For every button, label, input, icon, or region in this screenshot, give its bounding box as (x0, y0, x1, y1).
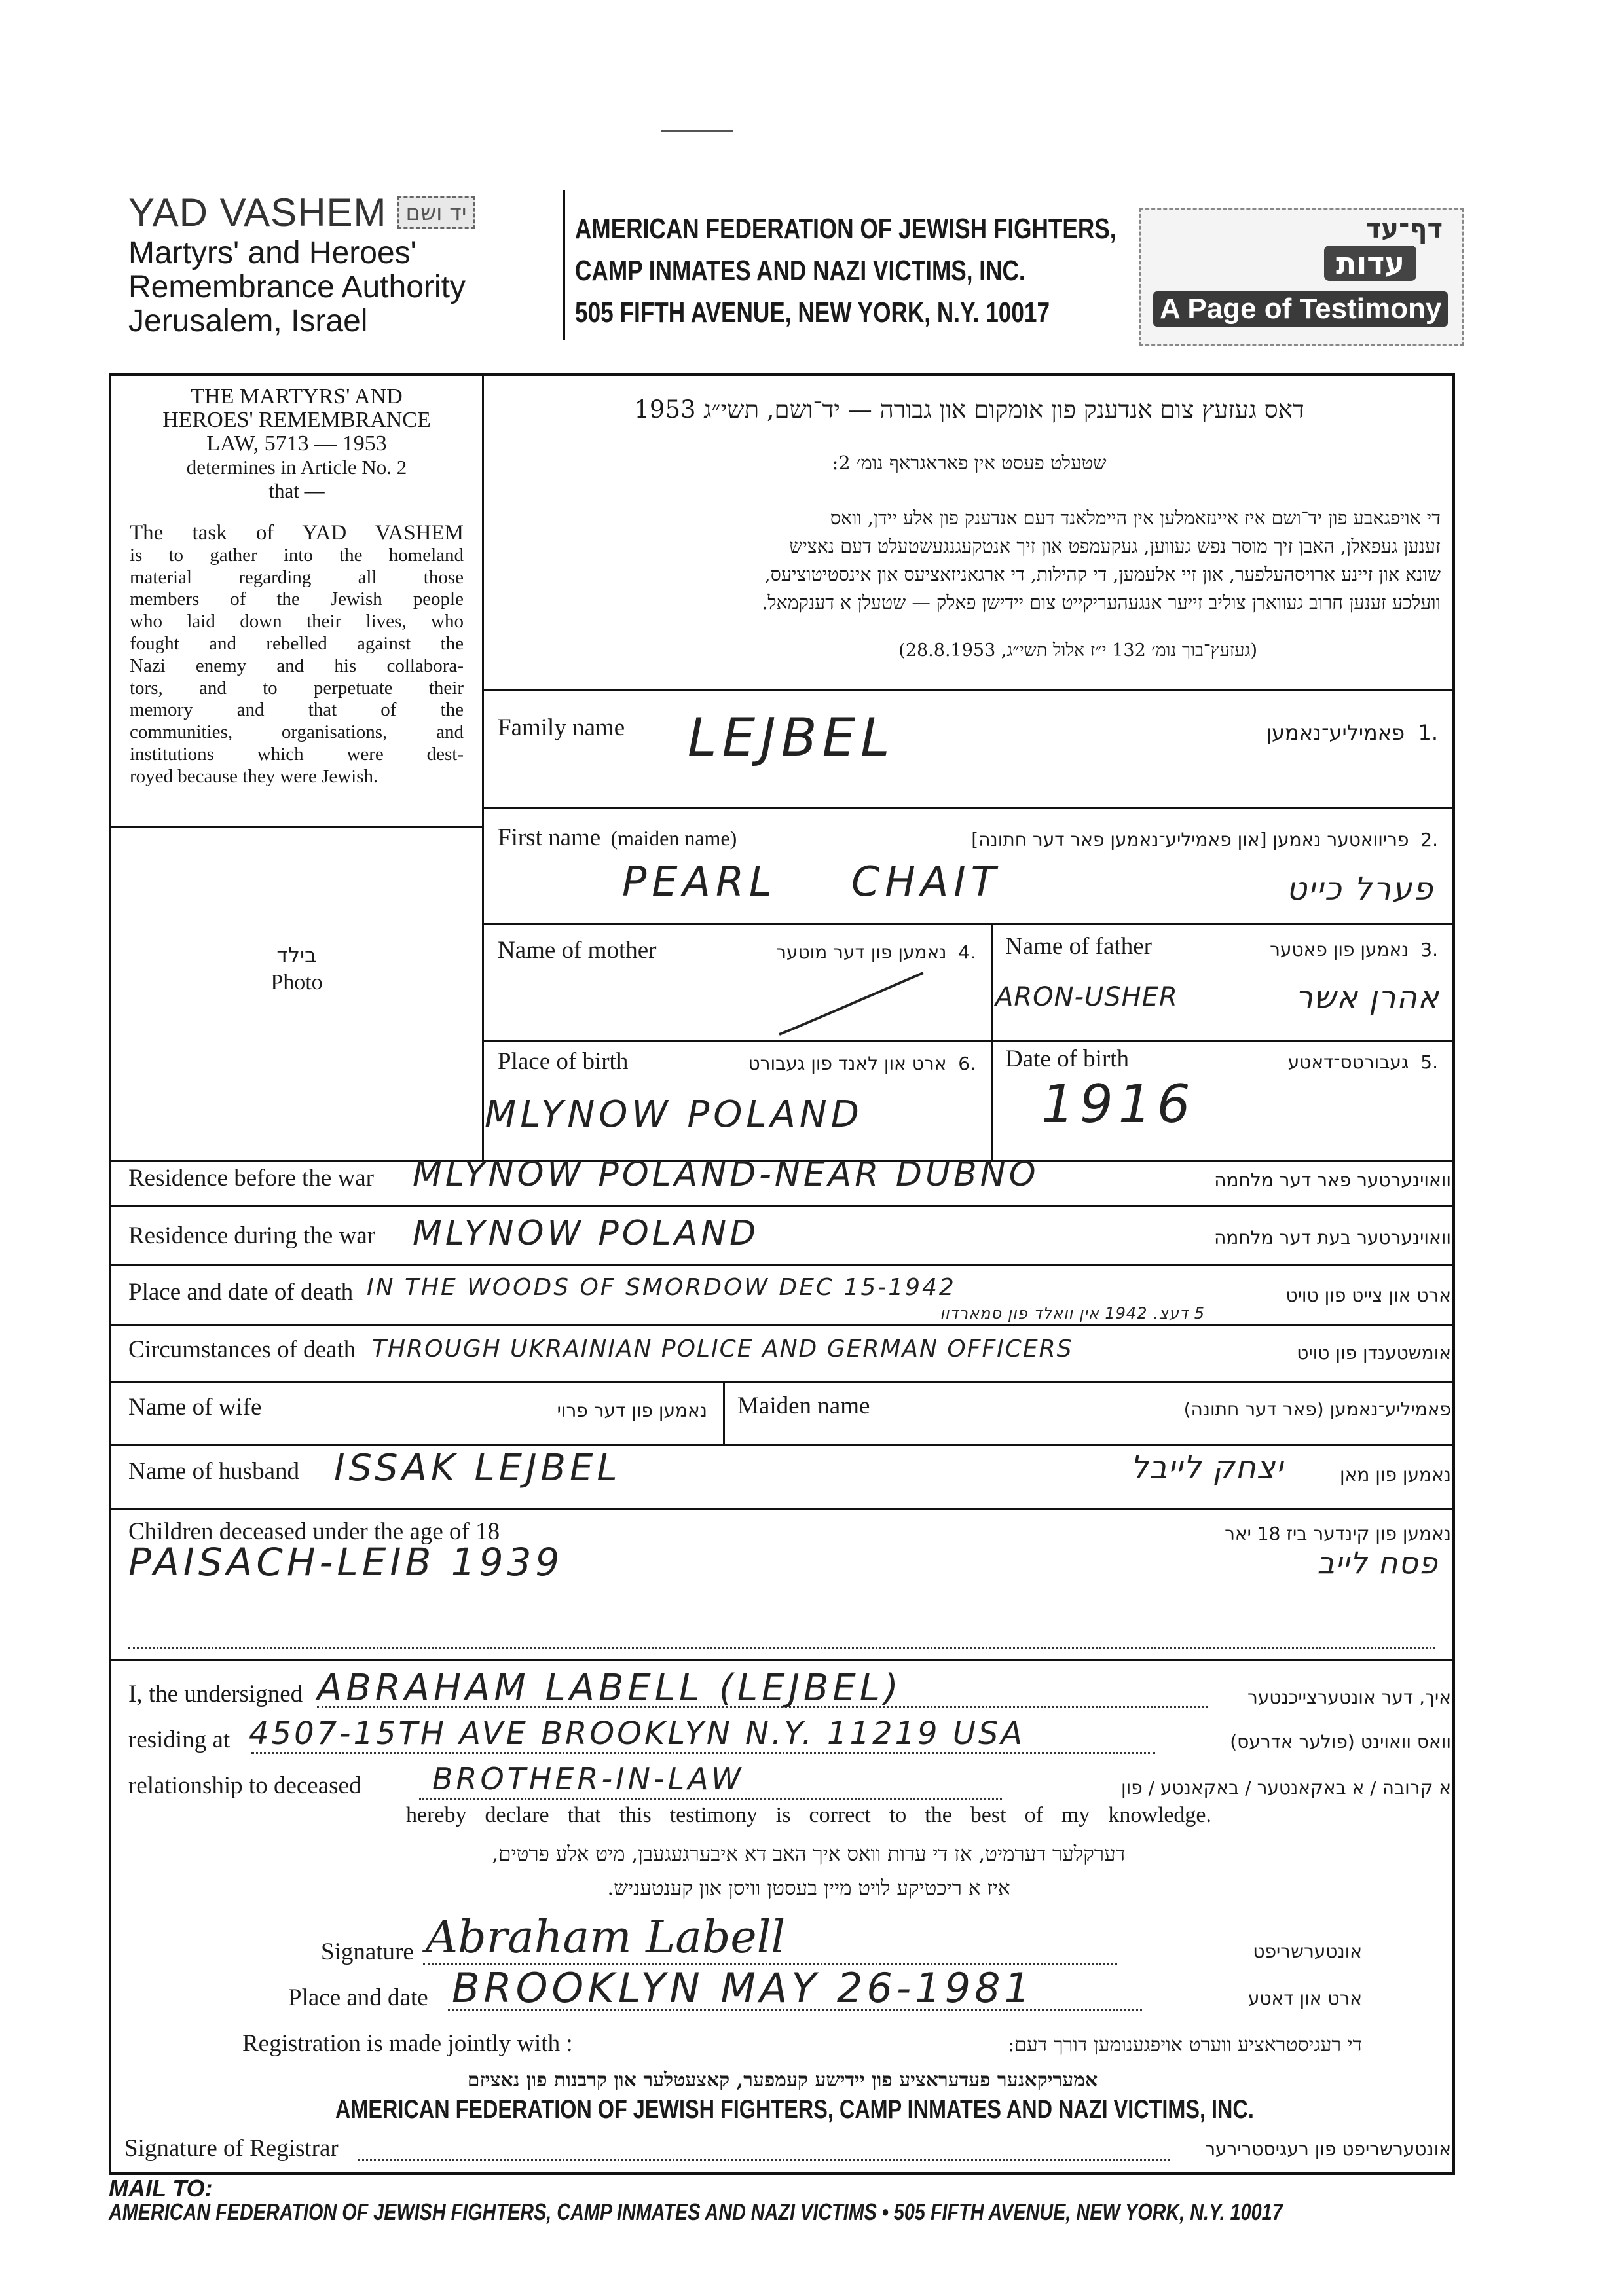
registrar-hebrew: אונטערשריפט פון רעגיסטרירער (1205, 2138, 1451, 2160)
yiddish-law-body (498, 504, 1441, 617)
first-name-value-hebrew[interactable]: פערל כייט (1286, 871, 1434, 907)
residing-label: residing at (128, 1726, 231, 1753)
authority-line-3: Jerusalem, Israel (128, 304, 368, 338)
father-value[interactable]: ARON-USHER (995, 982, 1178, 1012)
place-date-hebrew: ארט און דאטע (1247, 1988, 1362, 2009)
father-value-hebrew[interactable]: אהרן אשר (1295, 979, 1439, 1016)
rule-6 (109, 1264, 1454, 1266)
residing-value[interactable]: 4507-15TH AVE BROOKLYN N.Y. 11219 USA (249, 1715, 1025, 1752)
testimony-stamp (1139, 208, 1464, 346)
authority-line-2: Remembrance Authority (128, 270, 466, 304)
children-value-hebrew[interactable]: פסח לייב (1317, 1545, 1438, 1580)
undersigned-label: I, the undersigned (128, 1681, 303, 1707)
undersigned-hebrew: איך, דער אונטערצייכנטער (1247, 1686, 1451, 1708)
rule-7 (109, 1324, 1454, 1326)
mother-father-divider (991, 923, 993, 1160)
birthplace-hebrew: ארט און לאנד פון געבורט (748, 1053, 947, 1074)
law-box (115, 385, 478, 503)
law-title-1: THE MARTYRS' AND (191, 384, 403, 409)
page-hebrew-2: עדות (1324, 246, 1416, 281)
frame-top (109, 373, 1455, 376)
birthplace-label: Place of birth (498, 1048, 629, 1075)
place-date-label: Place and date (288, 1984, 428, 2011)
children-hebrew: נאמען פון קינדער ביז 18 יאר (1225, 1523, 1451, 1544)
rule-10 (109, 1508, 1454, 1510)
yiddish-body-line-3: שונא און זיינע ארויסהעלפער, און זיי אלעמען, די קהילות, די ארגאניזאציעס און אינסטיטוציעס, (764, 564, 1441, 585)
mother-hebrew-wrap (776, 941, 976, 963)
rule-2 (482, 923, 1454, 925)
page-hebrew-1: דף־עד (1365, 214, 1443, 244)
rule-5 (109, 1205, 1454, 1207)
birthdate-label: Date of birth (1005, 1046, 1130, 1072)
death-place-hebrew: ארט און צייט פון טויט (1285, 1285, 1451, 1306)
family-name-label: Family name (498, 714, 625, 741)
law-title-2: HEROES' REMEMBRANCE (162, 408, 431, 432)
rule-3 (482, 1040, 1454, 1042)
rule-11 (109, 1659, 1454, 1661)
husband-value-hebrew[interactable]: יצחק לייבל (1130, 1449, 1283, 1486)
first-name-value-2[interactable]: CHAIT (851, 858, 1001, 905)
relationship-value[interactable]: BROTHER-IN-LAW (432, 1761, 745, 1796)
mother-hebrew: נאמען פון דער מוטער (776, 941, 947, 963)
authority-line-1: Martyrs' and Heroes' (128, 236, 416, 270)
registrar-dots (358, 2159, 1170, 2161)
mail-address: AMERICAN FEDERATION OF JEWISH FIGHTERS, CAMP INMATES AND NAZI VICTIMS • 505 FIFTH AVENUE, NEW YORK, N.Y. 10017 (109, 2198, 1283, 2225)
federation-line-3: 505 FIFTH AVENUE, NEW YORK, N.Y. 10017 (575, 297, 1050, 329)
frame-left (109, 373, 111, 2175)
signature-label: Signature (321, 1939, 414, 1965)
place-date-value[interactable]: BROOKLYN MAY 26-1981 (452, 1964, 1034, 2012)
yad-vashem-title: YAD VASHEM (128, 191, 387, 234)
federation-line-1: AMERICAN FEDERATION OF JEWISH FIGHTERS, (575, 213, 1116, 245)
father-label: Name of father (1005, 933, 1152, 960)
rule-1 (482, 807, 1454, 809)
wife-label: Name of wife (128, 1394, 262, 1421)
father-hebrew-wrap (1270, 939, 1438, 960)
husband-label: Name of husband (128, 1458, 299, 1485)
wife-hebrew: נאמען פון דער פרוי (557, 1400, 707, 1421)
photo-area (115, 943, 478, 995)
rule-law (482, 689, 1454, 691)
task-line-4: members of the Jewish people (130, 589, 464, 610)
registrar-label: Signature of Registrar (124, 2135, 339, 2162)
task-line-8: tors, and to perpetuate their (130, 677, 464, 699)
header-divider-left (563, 190, 565, 340)
residing-hebrew: וואס וואוינט (פולער אדרעס) (1230, 1731, 1451, 1753)
undersigned-value[interactable]: ABRAHAM LABELL (LEJBEL) (317, 1667, 902, 1709)
husband-hebrew: נאמען פון מאן (1339, 1464, 1451, 1485)
frame-bottom (109, 2172, 1455, 2175)
statement-english: hereby declare that this testimony is correct to the best of my knowledge. (406, 1803, 1211, 1827)
birthdate-value[interactable]: 1916 (1041, 1074, 1196, 1135)
husband-value[interactable]: ISSAK LEJBEL (334, 1447, 621, 1489)
task-line-5: who laid down their lives, who (130, 611, 464, 632)
family-name-hebrew-text: פאמיליע־נאמען (1266, 720, 1405, 745)
res-during-value[interactable]: MLYNOW POLAND (413, 1214, 760, 1253)
maiden-name-label: Maiden name (737, 1393, 870, 1419)
birthplace-hebrew-wrap (748, 1053, 976, 1074)
photo-label: Photo (270, 970, 323, 994)
birthdate-hebrew-wrap (1288, 1051, 1438, 1073)
children-label: Children deceased under the age of 18 (128, 1518, 500, 1545)
family-name-hebrew (1266, 720, 1438, 745)
law-title-5: that — (268, 479, 325, 502)
maiden-name-hebrew: פאמיליע־נאמען (פאר דער חתונה) (1183, 1398, 1451, 1420)
birthplace-value[interactable]: MLYNOW POLAND (485, 1093, 863, 1136)
law-title-4: determines in Article No. 2 (186, 456, 407, 479)
law-task-text (130, 522, 464, 788)
signature-value[interactable]: Abraham Labell (426, 1912, 786, 1963)
yiddish-body-line-2: זענען געפאלן, האבן זיך מוסר נפש געווען, געקעמפט און זיך אנטקעגנגעשטעלט דעם נאציש (789, 536, 1441, 557)
federation-line-2: CAMP INMATES AND NAZI VICTIMS, INC. (575, 255, 1025, 287)
circumstances-value[interactable]: THROUGH UKRAINIAN POLICE AND GERMAN OFFICERS (372, 1336, 1073, 1362)
circumstances-hebrew: אומשטענדן פון טויט (1297, 1342, 1451, 1364)
scan-mark (661, 130, 733, 132)
relationship-label: relationship to deceased (128, 1772, 361, 1799)
res-before-label: Residence before the war (128, 1165, 374, 1192)
circumstances-label: Circumstances of death (128, 1336, 356, 1363)
task-line-12: royed because they were Jewish. (130, 765, 378, 787)
task-line-6: fought and rebelled against the (130, 632, 464, 654)
family-name-number: .1 (1418, 720, 1438, 745)
relationship-dots (419, 1798, 1002, 1800)
res-before-hebrew: וואוינערטער פאר דער מלחמה (1214, 1169, 1451, 1191)
family-name-value[interactable]: LEJBEL (688, 707, 895, 768)
left-column-divider (482, 373, 484, 1160)
yad-vashem-hebrew-logo: יד ושם (397, 196, 475, 229)
first-name-number: .2 (1420, 829, 1438, 850)
federation-block (575, 208, 1138, 334)
res-during-hebrew: וואוינערטער בעת דער מלחמה (1214, 1227, 1451, 1248)
registration-org-hebrew: אמעריקאנער פעדעראציע פון יידישע קעמפער, קאצעטלער און קרבנות פון נאציזם (467, 2069, 1098, 2092)
yiddish-body-line-4: וועלכע זענען חרוב געווארן צוליב זייער אנגעהעריקייט צום יידישן פאלק — שטעלן א דענקמאל. (762, 592, 1441, 613)
birthdate-number: .5 (1420, 1051, 1438, 1073)
first-name-label: First name (498, 824, 601, 851)
father-hebrew: נאמען פון פאטער (1270, 939, 1409, 960)
law-box-bottom (109, 826, 483, 828)
res-before-value[interactable]: MLYNOW POLAND-NEAR DUBNO (413, 1155, 1039, 1194)
children-dotted-line (128, 1647, 1435, 1649)
yiddish-law-title: דאס געזעץ צום אנדענק פון אומקום און גבורה — יד־ושם, תשי״ג 1953 (634, 395, 1304, 424)
law-title-3: LAW, 5713 — 1953 (206, 431, 387, 456)
task-line-7: Nazi enemy and his collabora- (130, 655, 464, 676)
yiddish-law-citation: (געזעץ־בוך נומ׳ 132 י״ז אלול תשי״ג, 28.8.1953) (898, 640, 1257, 661)
rule-8 (109, 1381, 1454, 1383)
task-line-3: material regarding all those (130, 566, 464, 588)
death-place-value-hebrew[interactable]: 5 דעצ. 1942 אין וואלד פון סמארדוו (940, 1304, 1205, 1322)
photo-hebrew: בילד (276, 943, 317, 968)
rule-9 (109, 1444, 1454, 1446)
statement-hebrew-1: דערקלער דערמיט, אז די עדות וואס איך האב דא איבערגעגעבן, מיט אלע פרטים, (492, 1842, 1126, 1866)
task-line-2: is to gather into the homeland (130, 544, 464, 566)
yiddish-law-subtitle: שטעלט פעסט אין פאראגראף נומ׳ 2: (832, 452, 1107, 474)
wife-divider (723, 1381, 725, 1444)
res-during-label: Residence during the war (128, 1222, 376, 1249)
first-name-value[interactable]: PEARL (622, 858, 777, 905)
relationship-hebrew: א קרובה / א באקאנטער / באקאנטע / פון (1120, 1777, 1451, 1798)
children-value[interactable]: PAISACH-LEIB 1939 (128, 1540, 564, 1584)
death-place-label: Place and date of death (128, 1279, 354, 1305)
mail-to-label: MAIL TO: (109, 2175, 213, 2202)
task-line-11: institutions which were dest- (130, 743, 464, 765)
first-name-hebrew-wrap (971, 829, 1438, 850)
statement-hebrew-2: איז א ריכטיקע לויט מיין בעסטן וויסן און קענטעניש. (607, 1876, 1010, 1900)
registration-label: Registration is made jointly with : (242, 2030, 573, 2057)
mother-label: Name of mother (498, 937, 657, 964)
birthdate-hebrew: געבורטס־דאטע (1287, 1051, 1409, 1073)
first-name-label-wrap (498, 824, 737, 852)
first-name-hebrew: פריוואטער נאמען [און פאמיליע־נאמען פאר דער חתונה] (971, 829, 1409, 850)
father-number: .3 (1420, 939, 1438, 960)
task-line-10: communities, organisations, and (130, 721, 464, 743)
mother-number: .4 (958, 941, 976, 963)
signature-hebrew: אונטערשריפט (1253, 1941, 1362, 1962)
frame-right (1452, 373, 1455, 2175)
yad-vashem-block (128, 190, 554, 338)
mother-strike-mark (773, 969, 930, 1041)
residing-dots (251, 1752, 1155, 1754)
yiddish-body-line-1: די אויפגאבע פון יד־ושם איז איינזאמלען אין היימלאנד דעם אנדענק פון אלע יידן, וואס (830, 507, 1441, 529)
registration-org-english: AMERICAN FEDERATION OF JEWISH FIGHTERS, CAMP INMATES AND NAZI VICTIMS, INC. (335, 2095, 1254, 2124)
first-name-maiden: (maiden name) (610, 826, 737, 850)
death-place-value[interactable]: IN THE WOODS OF SMORDOW DEC 15-1942 (367, 1274, 956, 1301)
task-line-1: The task of YAD VASHEM (130, 521, 464, 545)
task-line-9: memory and that of the (130, 699, 464, 721)
birthplace-number: .6 (958, 1053, 976, 1074)
page-title: A Page of Testimony (1153, 291, 1448, 327)
registration-hebrew: די רעגיסטראציע ווערט אויפגענומען דורך דעם: (1008, 2033, 1362, 2056)
